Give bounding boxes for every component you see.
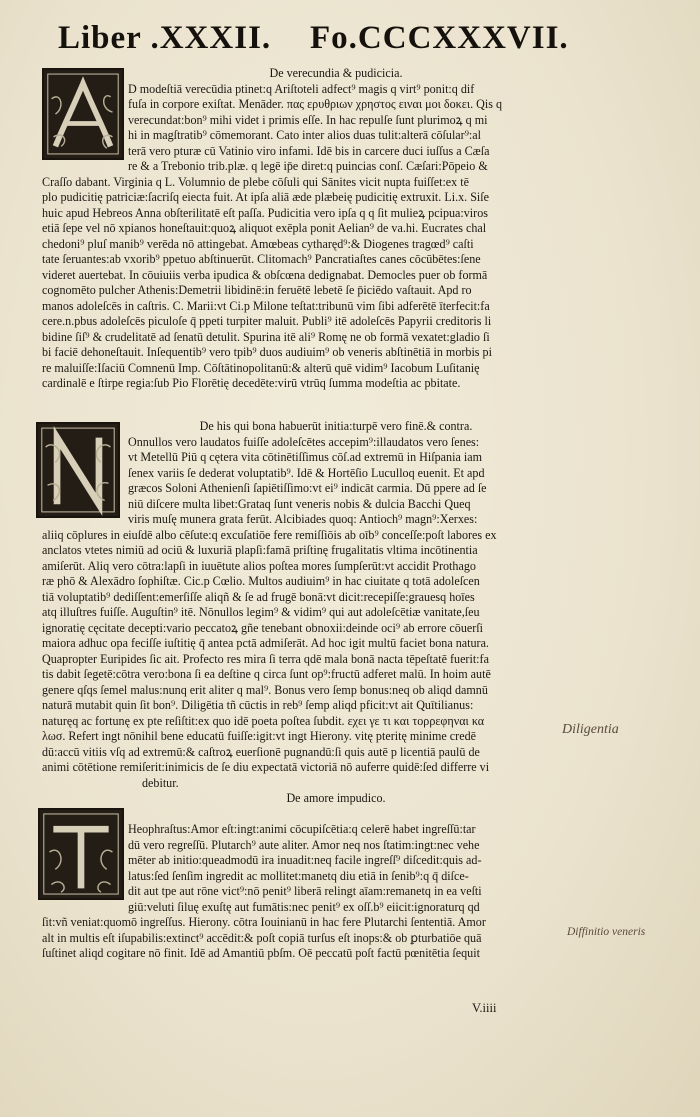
text-line: verecundat:bon⁹ mihi videt i primis eſſe. In hac repulſe ſunt plurimoꝝ q mi xyxy=(128,112,488,127)
section-title: De his qui bona habuerūt initia:turpē vero finē.& contra. xyxy=(199,419,473,433)
text-line: mēter ab initio:queadmodū ira inuadit:neq facile ingreſſ⁹ diſcedit:quis ad- xyxy=(128,853,482,867)
text-line: genere qſqs ſemel malus:nunq erit aliter q mal⁹. Bonus vero ſemp bonus:neq ob aliqd damnū xyxy=(42,682,488,697)
text-line: latus:ſed ſenſim ingredit ac mollitet:manetq diu etiā in ſenib⁹:q q̄ diſce- xyxy=(128,868,469,883)
text-line: aliiq cōplures in eiuſdē albo cēſute:q excuſatiōe fere remiſſiōis ab oīb⁹ conceſſe:poſt labores ex xyxy=(42,527,497,542)
text-line: ignoratię cęcitate decepti:vario peccatoꝝ gñe tenebant obnoxii:deinde oci⁹ ab errore cōuerſi xyxy=(42,620,484,635)
book-number: Liber .XXXII. xyxy=(58,20,272,56)
text-line: re & a Trebonio trib.plæ. q legē ip̄e diret:q puincias conſ. Cæſari:Pōpeio & xyxy=(128,159,488,173)
text-line: græcos Soloni Athenienſi ſapiētiſſimo:vt ei⁹ indicāt carmia. Dū ppere ad ſe xyxy=(128,481,487,495)
text-line: fuſa in corpore exiſtat. Menāder. πας ερυθριων χρηστος ειναι μοι δοκει. Qis q xyxy=(128,97,503,111)
text-line: bidine ſiſ⁹ & crudelitatē ad ſenatū detulit. Spurina itē ali⁹ Romę ne ob formā vexatet:gladio ſi xyxy=(42,329,490,344)
text-line: chedoni⁹ pluſ manib⁹ verēda nō attingebat. Amœbeas cytharęd⁹:& Diogenes tragœd⁹ caſti xyxy=(42,236,474,251)
text-line: naturā mutabit quin ſit bon⁹. Diligētia tñ cūctis in reb⁹ ſemp aliqd pficit:vt ait Quītilianus: xyxy=(42,698,474,712)
text-line: Craſſo dabant. Virginia q L. Volumnio de plebe cōſuli qui Sānites vicit nupta fuiſſet:ex tē xyxy=(42,174,469,189)
text-line: dū vero regreſſū. Plutarch⁹ aute aliter. Amor neq nos ſtatim:ingt:nec vehe xyxy=(128,837,480,852)
text-line: viris muſę munera grata ferūt. Alcibiades quoq: Antioch⁹ magn⁹:Xerxes: xyxy=(128,512,478,526)
text-line: amiſerūt. Aliq vero cōtra:lapſi in iuuētute alios poſtea mores ſumpſerūt:vt accidit Prothago xyxy=(42,558,476,573)
text-line: tate ſeruantes:ab vxorib⁹ ppetuo abſtinuerūt. Clitomach⁹ Pancratiaſtes canes cōcūbētes:ſene xyxy=(42,252,481,266)
margin-note-diligentia: Diligentia xyxy=(562,722,619,737)
section-title: De verecundia & pudicicia. xyxy=(269,66,403,80)
text-line: giū:veluti ſiluę exuſtę aut fumātis:nec penit⁹ ex oſſ.b⁹ eiicit:ignoraturq qd xyxy=(128,899,480,914)
text-line: atq illuſtres fuiſſe. Auguſtin⁹ itē. Nōnullos legim⁹ & vidim⁹ qui aut adoleſcētiæ vanitate,ſeu xyxy=(42,605,480,619)
text-line: cognomēto pulcher Athenis:Demetrii libidinē:in feruētē lebetē ſe p̄iciēdo vaſtauit. Apd ro xyxy=(42,283,472,297)
section-verecundia xyxy=(42,66,570,392)
section-amor xyxy=(42,791,570,807)
text-line: debitur. xyxy=(142,775,179,790)
text-line: bi faciē dehoneſtauit. Inſequentib⁹ vero tpib⁹ duos audiuim⁹ ob veneris abſtinētiā in morbis pi xyxy=(42,345,492,359)
text-line: dit aut tpe aut rōne vict⁹:nō penit⁹ liberā relingt aīam:remanetq in ea veſti xyxy=(128,884,482,898)
text-line: Onnullos vero laudatos fuiſſe adoleſcētes accepim⁹:illaudatos vero ſenes: xyxy=(128,434,480,449)
text-line: ſuſtinet aliqd cogitare nō finit. Idē ad Amantiū pbſm. Oē peccatū poſt factū pœnitētia ſequit xyxy=(42,946,480,960)
section-amor-body xyxy=(42,822,570,962)
text-line: re maluiſſe:Iſaciū Comnenū Imp. Cōſtātinopolitanū:& alterū quē vidim⁹ Iacobum Luſitanię xyxy=(42,360,480,375)
text-line: Heophraſtus:Amor eſt:ingt:animi cōcupiſcētia:q celerē habet ingreſſū:tar xyxy=(128,822,476,836)
text-line: tiā voluptatib⁹ dediſſent:emerſiſſe aliqñ & ſe ad frugē bonā:vt dicit:recepiſſe:grauesq hoīes xyxy=(42,589,475,604)
section-initia xyxy=(42,419,570,791)
text-line: D modeſtiā verecūdia ptinet:q Ariſtoteli adfect⁹ magis q virt⁹ ponit:q dif xyxy=(128,81,475,96)
text-line: animi cōtētione remiſerit:inimicis de ſe diu expectatā victoriā nō auferre quidē:ſed differre vi xyxy=(42,760,490,774)
text-line: huic apud Hebreos Anna obſterilitatē eſt paſſa. Pudicitia vero ipſa q q ſit mulieꝝ pcipua:viros xyxy=(42,205,488,220)
text-line: plo pudicitię patriciæ:ſacriſq eiecta fuit. At ipſa aliā æde plæbeię pudicitię extruxit. Li.x. Siſe xyxy=(42,190,490,204)
text-line: vt Metellū Piū q cętera vita cōtinētiſſimus cōſ.ad extremū in Hiſpania iam xyxy=(128,450,482,464)
text-line: anclatos vtetes nimiū ad ociū & luxuriā plapſi:famā priſtinę frugalitatis vltima incōtinentia xyxy=(42,543,478,557)
folio-number: Fo.CCCXXXVII. xyxy=(310,20,569,56)
text-line: alt in multis eſt iſupabilis:extinct⁹ accēdit:& poſt copiā turſus eſt inops:& ob ꝑturbatiōe quā xyxy=(42,930,482,945)
signature-mark: V.iiii xyxy=(472,1001,497,1015)
text-line: maiora adhuc opa feciſſe iuſtitię q̄ antea pctā admiſerāt. Ad hoc igit multū faciet bona natura. xyxy=(42,636,489,650)
section-title: De amore impudico. xyxy=(286,791,386,805)
text-line: videret auertebat. In cōuiuiis verba ipudica & obſcœna dedignabat. Democles puer ob formā xyxy=(42,267,488,282)
text-line: tis dabit ſegetē:cōtra vero:bona ſi ea deſtine q circa ſunt op⁹:fructū adferet malū. In hoim autē xyxy=(42,667,491,681)
text-line: hi in magſtratib⁹ cōmemorant. Cato inter alios duas tulit:alterā cōſular⁹:al xyxy=(128,128,482,142)
running-header xyxy=(58,20,618,66)
text-line: etiā ſepe vel nō xpianos honeſtauit:quoꝝ aliquot exēpla ponit Aelian⁹ de va.hi. Eucrates chal xyxy=(42,221,487,235)
text-line: terā vero pturæ cū Vatinio viro infami. Idē bis in carcere duci iuſſus a Cæſa xyxy=(128,143,490,158)
text-line: ſenex variis ſe dederat voluptatib⁹. Idē & Hortēſio Luculloq euenit. Et apd xyxy=(128,465,485,480)
text-line: niū diſcere multa libet:Grataq ſunt veneris nobis & dulcia Bacchi Queq xyxy=(128,496,471,511)
margin-note-diffinitio: Diffinitio veneris xyxy=(567,926,646,938)
text-line: naturęq ac fortunę ex pte reſiſtit:ex quo idē poeta poſtea ſubdit. εχει γε τι και τορρεφηναι κα xyxy=(42,713,485,728)
text-line: Quapropter Euripides ſic ait. Profecto res mira ſi terra qdē mala bonā nacta tēpeſtatē fuerit:fa xyxy=(42,651,489,666)
text-line: ſit:vñ veniat:quomō ingreſſus. Hierony. cōtra Iouinianū in hac fere Plutarchi ſententiā. Amor xyxy=(42,915,486,929)
text-line: λωσ. Refert ingt nōnihil bene educatū fuiſſe:igit:vt ingt Hierony. vitę pteritę minime credē xyxy=(42,729,476,743)
text-line: manos adoleſcēs in caſtris. C. Marii:vt Ci.p Milone teſtat:tribunū vim ſibi adferētē īterfecit:fa xyxy=(42,298,490,313)
text-line: cardinalē e ſtirpe regia:ſub Pio Florētię decedēte:virū vtrūq ſumma modeſtia ac pbitate. xyxy=(42,376,461,390)
text-line: cere.n.pbus adoleſcēs piculoſe q̄ ppeti turpiter maluit. Publi⁹ itē adoleſcēs Papyrii creditoris li xyxy=(42,314,492,328)
text-line: dū:accū vitiis vſq ad extremū:& caſtroꝝ euerſionē pugnandū:ſi quis autē p licentiā paulū de xyxy=(42,744,480,759)
text-line: ræ phō & Alexādro ſophiſtæ. Cic.p Cœlio. Multos audiuim⁹ in hac ciuitate q totā adoleſcen xyxy=(42,574,480,588)
